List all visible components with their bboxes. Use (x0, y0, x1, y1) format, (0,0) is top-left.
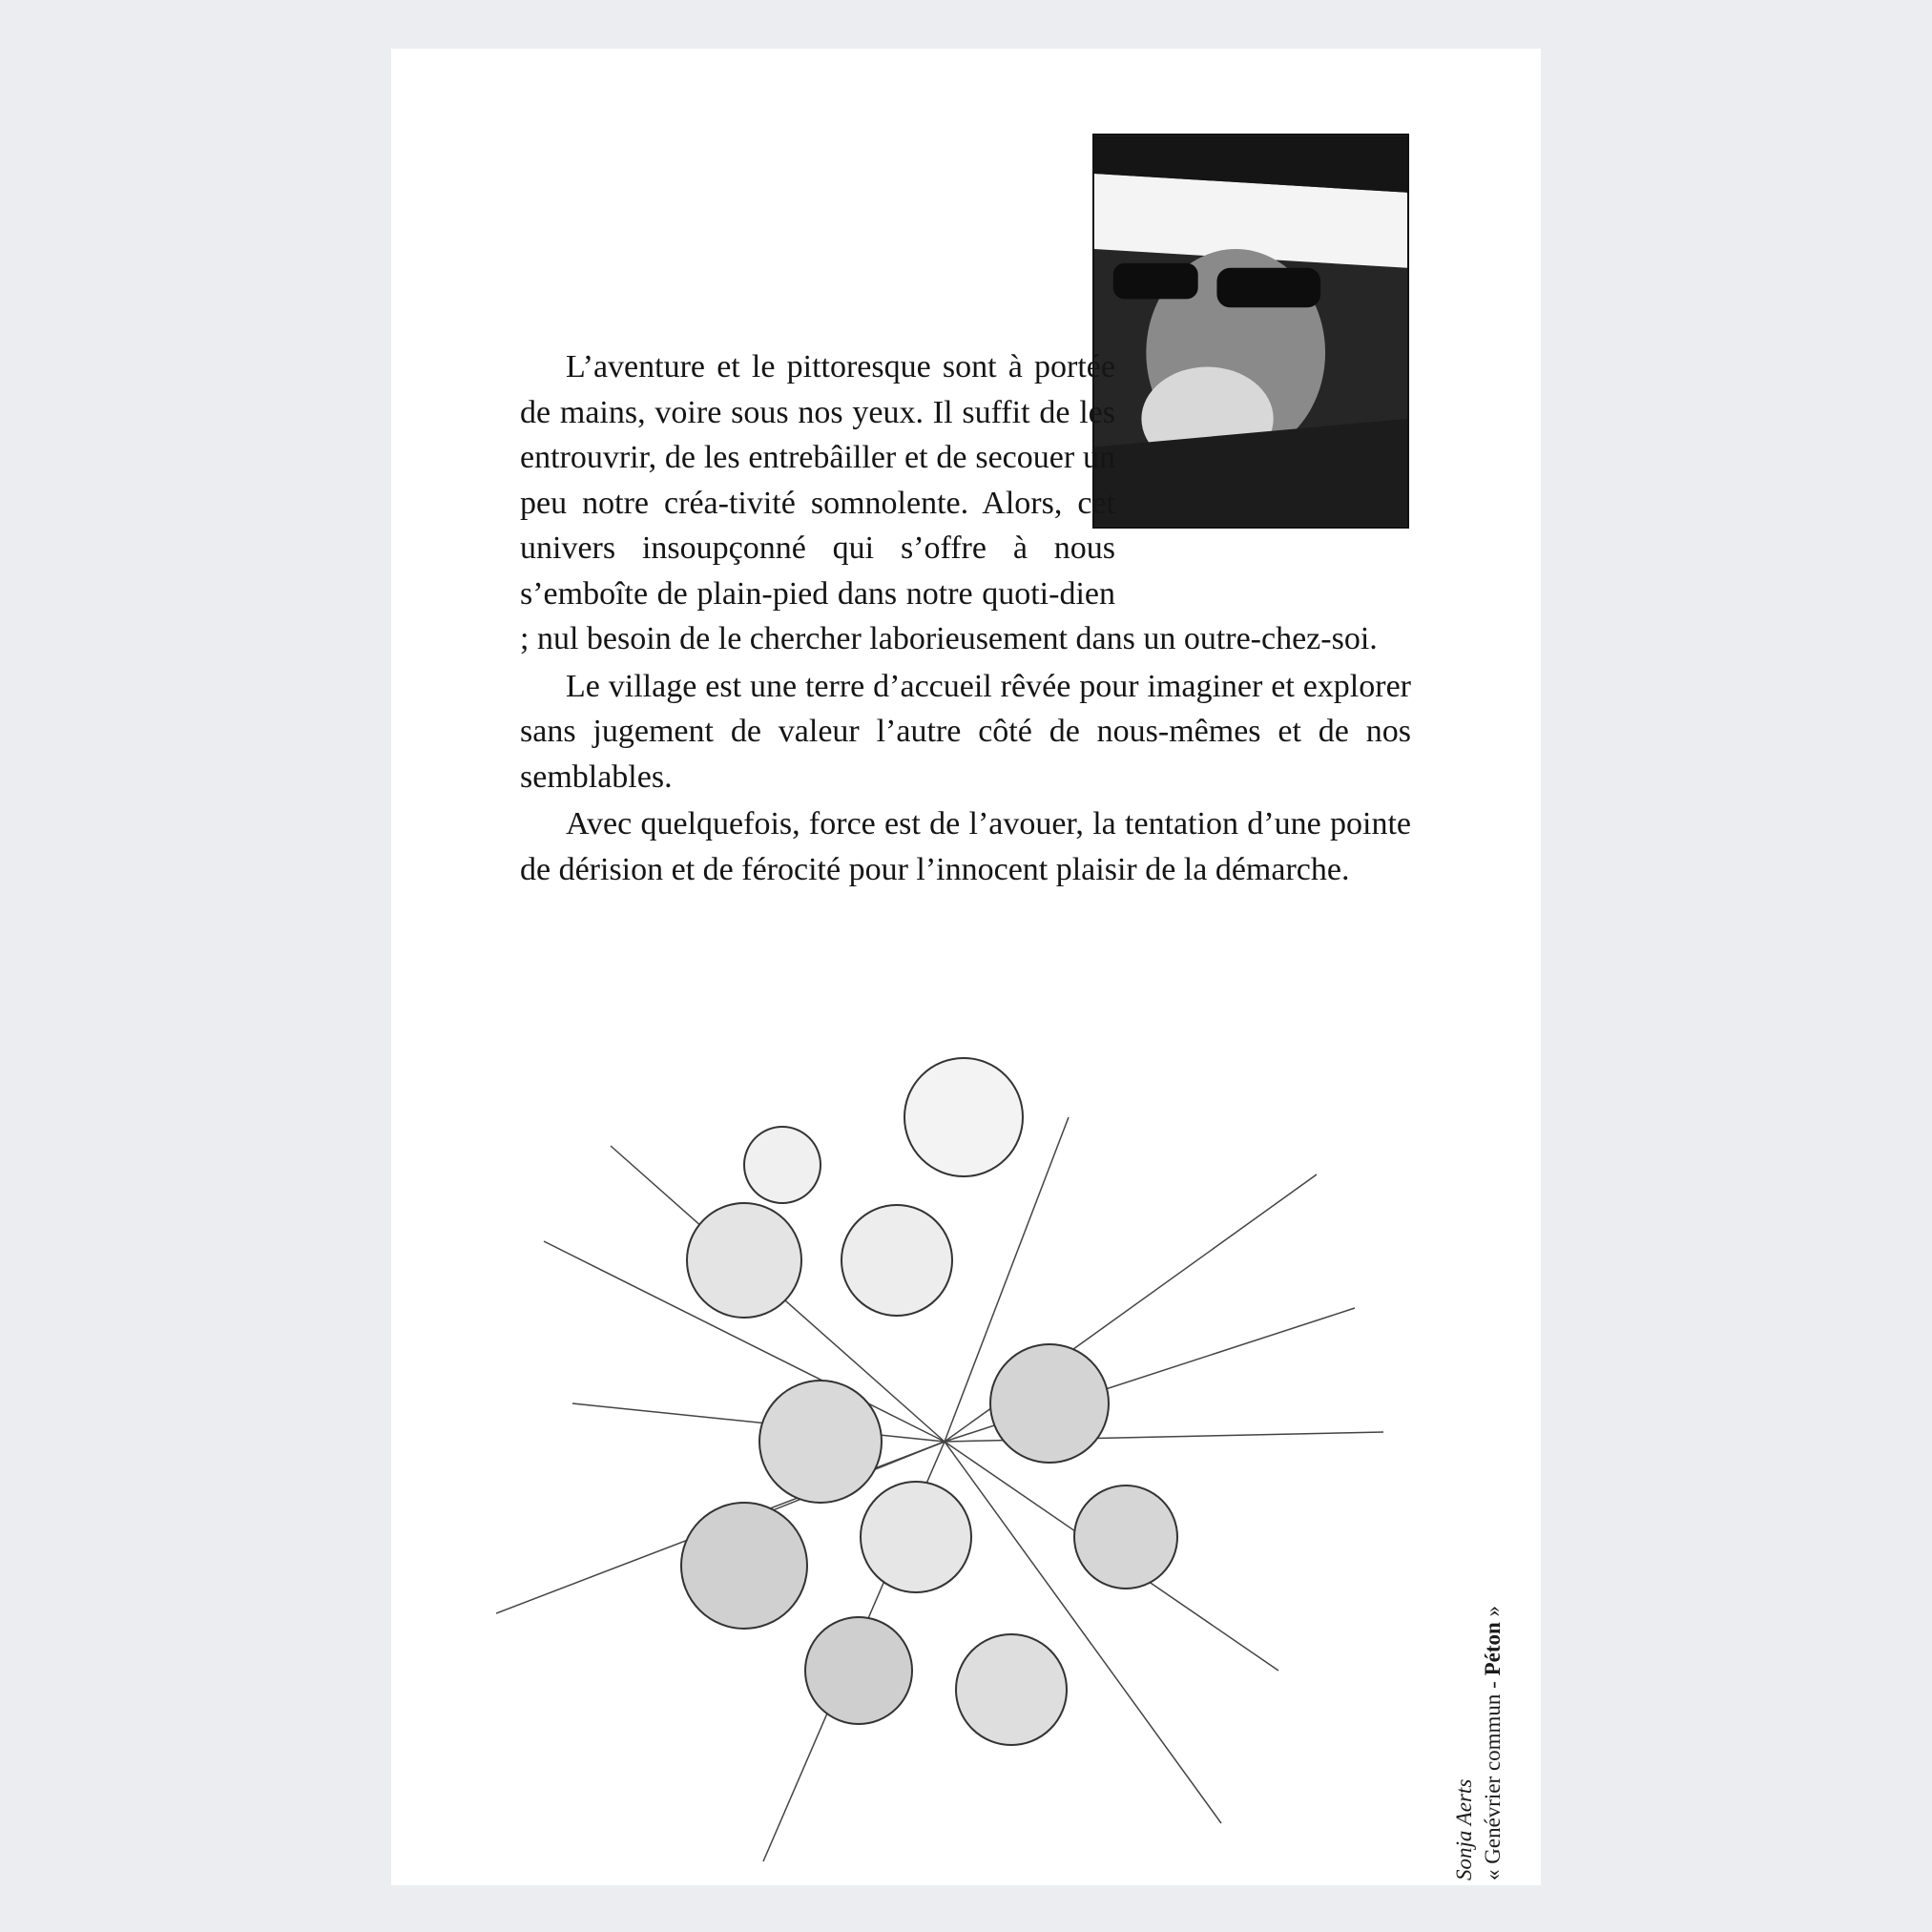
artwork-title: « Genévrier commun - Péton » (1481, 1605, 1505, 1880)
paragraph-1: L’aventure et le pittoresque sont à portée de mains, voire sous nos yeux. Il suffit de les entrouvrir, de les entrebâiller et de secouer un peu notre créa-tivité somnolente. Alors, cet univers insoupçonné qui s’offre à nous s’emboîte de plain-pied dans notre quoti-dien ; nul besoin de le chercher laborieusement dans un outre-chez-soi. (520, 349, 1378, 656)
juniper-illustration (496, 1003, 1393, 1880)
body-text (520, 344, 1411, 894)
artist-name: Sonja Aerts (1452, 1778, 1476, 1880)
book-page (391, 49, 1541, 1885)
paragraph-3: Avec quelquefois, force est de l’avouer, la tentation d’une pointe de dérision et de férocité pour l’innocent plaisir de la démarche. (520, 806, 1411, 887)
paragraph-2: Le village est une terre d’accueil rêvée pour imaginer et explorer sans jugement de valeur l’autre côté de nous-mêmes et de nos semblables. (520, 668, 1411, 795)
artwork-place: Péton (1481, 1622, 1505, 1676)
photo-wrap-spacer (1115, 344, 1411, 591)
juniper-berries-icon (496, 1003, 1393, 1880)
illustration-caption (1450, 1606, 1507, 1880)
